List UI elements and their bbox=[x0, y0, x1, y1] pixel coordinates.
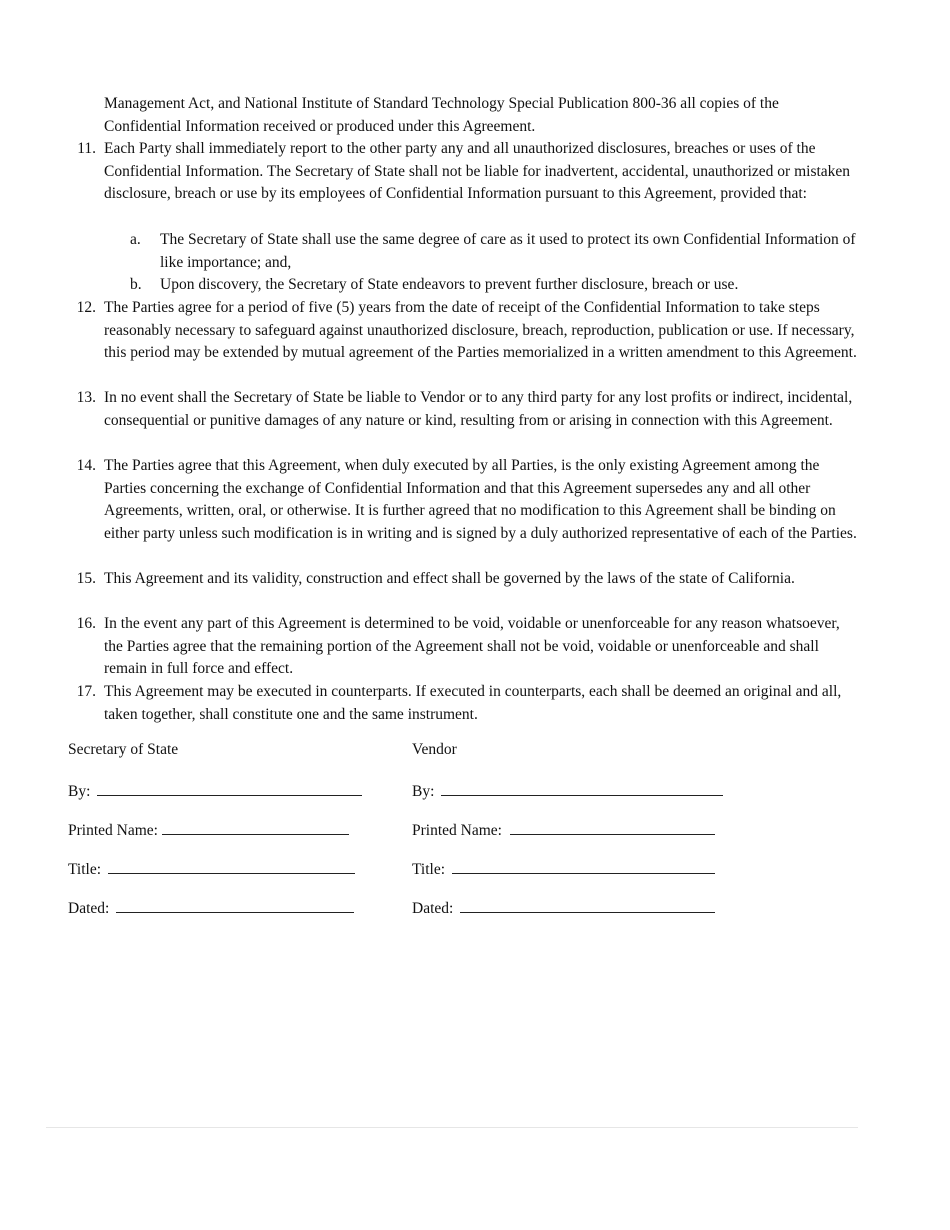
signature-party-secretary-of-state: Secretary of State bbox=[68, 741, 179, 758]
clause-11 bbox=[68, 138, 859, 206]
printed-name-label: Printed Name: bbox=[68, 822, 158, 839]
by-label: By: bbox=[412, 783, 435, 800]
signature-printed-name-row-right bbox=[412, 820, 715, 840]
subclause-text: Upon discovery, the Secretary of State endeavors to prevent further disclosure, breach or use. bbox=[160, 276, 739, 293]
clause-13 bbox=[68, 387, 859, 432]
clause-15 bbox=[68, 568, 859, 591]
signature-line-printed-name[interactable] bbox=[162, 820, 349, 835]
by-label: By: bbox=[68, 783, 91, 800]
dated-label: Dated: bbox=[68, 900, 110, 917]
clause-number: 15. bbox=[76, 570, 96, 587]
clause-text: In the event any part of this Agreement is determined to be void, voidable or unenforceable for any reason whatsoever, the Parties agree that the remaining portion of the Agreement shall not be void, voidable or unenforceable and shall remain in full force and effect. bbox=[104, 615, 840, 678]
signature-party-vendor: Vendor bbox=[412, 741, 457, 758]
subclause-letter: a. bbox=[130, 231, 141, 248]
signature-line-printed-name[interactable] bbox=[510, 820, 715, 835]
page-bottom-divider bbox=[46, 1127, 858, 1128]
signature-line-dated[interactable] bbox=[460, 898, 715, 913]
clause-text: This Agreement may be executed in counterparts. If executed in counterparts, each shall be deemed an original and all, taken together, shall constitute one and the same instrument. bbox=[104, 683, 842, 723]
title-label: Title: bbox=[68, 861, 102, 878]
continuation-paragraph: Management Act, and National Institute of Standard Technology Special Publication 800-36 all copies of the Confidential Information received or produced under this Agreement. bbox=[104, 95, 779, 135]
signature-title-row-right bbox=[412, 859, 715, 879]
signature-by-row-left bbox=[68, 781, 362, 801]
clause-text: Each Party shall immediately report to the other party any and all unauthorized disclosures, breaches or uses of the Confidential Information. The Secretary of State shall not be liable for inadvertent, accidental, unauthorized or mistaken disclosure, breach or use by its employees of Confidential Information pursuant to this Agreement, provided that: bbox=[104, 140, 851, 203]
subclause-text: The Secretary of State shall use the same degree of care as it used to protect its own Confidential Information of like importance; and, bbox=[160, 231, 856, 271]
clause-number: 11. bbox=[77, 140, 96, 157]
printed-name-label: Printed Name: bbox=[412, 822, 502, 839]
clause-text: This Agreement and its validity, construction and effect shall be governed by the laws of the state of California. bbox=[104, 570, 795, 587]
signature-line-by[interactable] bbox=[97, 781, 362, 796]
signature-line-dated[interactable] bbox=[116, 898, 354, 913]
signature-dated-row-left bbox=[68, 898, 354, 918]
subclause-a bbox=[130, 229, 859, 274]
clause-number: 14. bbox=[76, 457, 96, 474]
clause-number: 12. bbox=[76, 299, 96, 316]
title-label: Title: bbox=[412, 861, 446, 878]
clause-12 bbox=[68, 297, 859, 365]
clause-14 bbox=[68, 455, 859, 545]
subclause-b bbox=[130, 274, 859, 297]
signature-dated-row-right bbox=[412, 898, 715, 918]
clause-text: The Parties agree that this Agreement, when duly executed by all Parties, is the only existing Agreement among the Parties concerning the exchange of Confidential Information and that this Agreement supersedes any and all other Agreements, written, oral, or otherwise. It is further agreed that no modification to this Agreement shall be binding on either party unless such modification is in writing and is signed by a duly authorized representative of each of the Parties. bbox=[104, 457, 857, 542]
clause-number: 16. bbox=[76, 615, 96, 632]
signature-line-by[interactable] bbox=[441, 781, 723, 796]
clause-text: The Parties agree for a period of five (5) years from the date of receipt of the Confidential Information to take steps reasonably necessary to safeguard against unauthorized disclosure, breach, reproduction, publication or use. If necessary, this period may be extended by mutual agreement of the Parties memorialized in a written amendment to this Agreement. bbox=[104, 299, 857, 362]
signature-printed-name-row-left bbox=[68, 820, 349, 840]
signature-line-title[interactable] bbox=[452, 859, 715, 874]
clause-text: In no event shall the Secretary of State be liable to Vendor or to any third party for any lost profits or indirect, incidental, consequential or punitive damages of any nature or kind, resulting from or arising in connection with this Agreement. bbox=[104, 389, 853, 429]
signature-title-row-left bbox=[68, 859, 355, 879]
clause-16 bbox=[68, 613, 859, 681]
clause-number: 17. bbox=[76, 683, 96, 700]
signature-by-row-right bbox=[412, 781, 723, 801]
subclause-letter: b. bbox=[130, 276, 142, 293]
clause-number: 13. bbox=[76, 389, 96, 406]
dated-label: Dated: bbox=[412, 900, 454, 917]
clause-17 bbox=[68, 681, 859, 726]
signature-line-title[interactable] bbox=[108, 859, 355, 874]
